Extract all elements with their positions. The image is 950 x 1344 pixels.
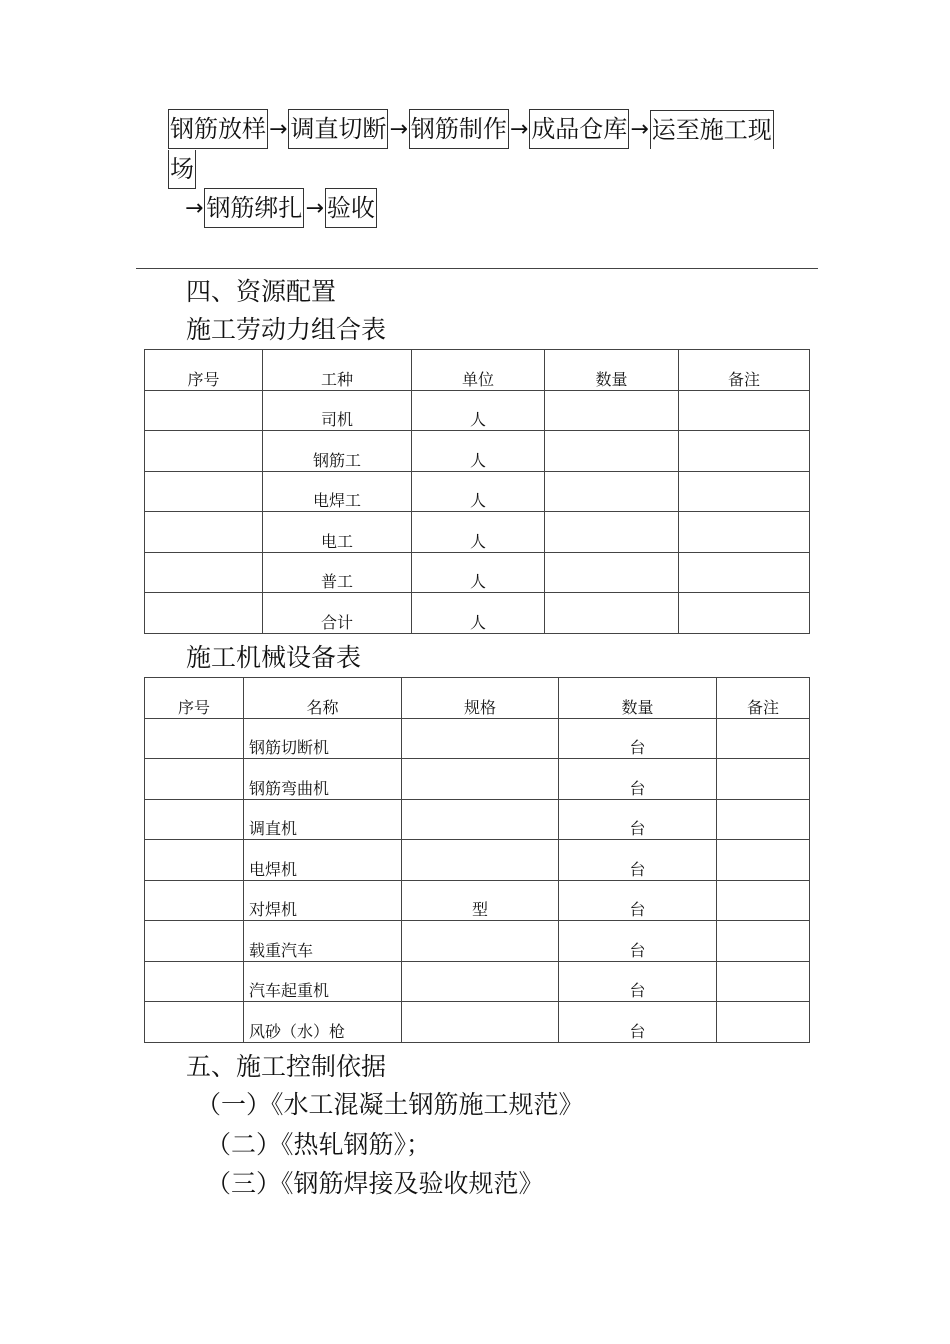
table-row: [145, 390, 810, 431]
cell: [402, 921, 559, 962]
cell: 人: [412, 390, 545, 431]
table-row: [145, 799, 810, 840]
table-row: [145, 431, 810, 472]
cell: 合计: [263, 593, 412, 634]
cell: [145, 431, 263, 472]
header-cell: 备注: [717, 678, 810, 719]
labor-table-title: 施工劳动力组合表: [186, 315, 387, 344]
cell: 对焊机: [244, 880, 402, 921]
arrow-icon: →: [509, 116, 529, 142]
cell: [402, 961, 559, 1002]
cell: 台: [559, 921, 717, 962]
flow-step: 验收: [325, 188, 377, 228]
cell: 汽车起重机: [244, 961, 402, 1002]
cell: 台: [559, 799, 717, 840]
cell: 电焊机: [244, 840, 402, 881]
cell: 台: [559, 880, 717, 921]
cell: 台: [559, 718, 717, 759]
cell: [545, 431, 679, 472]
cell: [679, 431, 810, 472]
cell: [717, 880, 810, 921]
cell: [545, 512, 679, 553]
header-cell: 数量: [545, 350, 679, 391]
table-row: [145, 961, 810, 1002]
cell: [717, 759, 810, 800]
table-row: [145, 880, 810, 921]
cell: 风砂（水）枪: [244, 1002, 402, 1043]
cell: 人: [412, 552, 545, 593]
table-row: [145, 921, 810, 962]
table-row: [145, 471, 810, 512]
arrow-icon: →: [630, 116, 649, 142]
cell: [545, 471, 679, 512]
header-cell: 单位: [412, 350, 545, 391]
cell: 台: [559, 840, 717, 881]
cell: [545, 390, 679, 431]
flow-step: 钢筋放样: [168, 109, 268, 149]
flow-row-3: [184, 188, 377, 228]
arrow-icon: →: [389, 116, 408, 142]
cell: [402, 1002, 559, 1043]
header-cell: 备注: [679, 350, 810, 391]
table-row: [145, 1002, 810, 1043]
cell: [679, 471, 810, 512]
cell: [402, 840, 559, 881]
table-row: [145, 512, 810, 553]
cell: [145, 593, 263, 634]
cell: 型: [402, 880, 559, 921]
flow-step: 钢筋绑扎: [204, 188, 304, 228]
table-row: [145, 552, 810, 593]
cell: 台: [559, 1002, 717, 1043]
table-header-row: [145, 678, 810, 719]
header-cell: 工种: [263, 350, 412, 391]
flow-step: 运至施工现: [650, 110, 774, 149]
table-header-row: [145, 350, 810, 391]
table-row: [145, 593, 810, 634]
cell: [402, 759, 559, 800]
cell: [145, 921, 244, 962]
cell: 钢筋切断机: [244, 718, 402, 759]
labor-table: [144, 349, 810, 634]
cell: 调直机: [244, 799, 402, 840]
cell: [145, 390, 263, 431]
flow-row-1: [168, 109, 774, 149]
header-cell: 数量: [559, 678, 717, 719]
cell: 人: [412, 512, 545, 553]
header-cell: 序号: [145, 350, 263, 391]
cell: [717, 921, 810, 962]
cell: 台: [559, 961, 717, 1002]
flow-step: 钢筋制作: [409, 109, 509, 149]
cell: [402, 718, 559, 759]
table-row: [145, 840, 810, 881]
cell: [679, 593, 810, 634]
cell: 载重汽车: [244, 921, 402, 962]
cell: [717, 961, 810, 1002]
cell: [145, 880, 244, 921]
section-heading-five: 五、施工控制依据: [186, 1052, 387, 1081]
cell: 人: [412, 431, 545, 472]
cell: 司机: [263, 390, 412, 431]
header-cell: 序号: [145, 678, 244, 719]
cell: 普工: [263, 552, 412, 593]
cell: [679, 552, 810, 593]
cell: [545, 552, 679, 593]
section-heading-four: 四、资源配置: [186, 277, 337, 306]
arrow-icon: →: [185, 195, 204, 221]
cell: [145, 718, 244, 759]
cell: [145, 759, 244, 800]
reference-item: （三）《钢筋焊接及验收规范》: [206, 1169, 544, 1198]
cell: [145, 512, 263, 553]
reference-item: （一）《水工混凝土钢筋施工规范》: [196, 1090, 584, 1119]
header-cell: 规格: [402, 678, 559, 719]
cell: [145, 961, 244, 1002]
cell: 电工: [263, 512, 412, 553]
flow-step: 成品仓库: [529, 109, 629, 149]
flow-step: 调直切断: [288, 109, 388, 149]
equip-table-title: 施工机械设备表: [186, 643, 362, 672]
cell: [145, 840, 244, 881]
cell: 电焊工: [263, 471, 412, 512]
cell: 人: [412, 593, 545, 634]
cell: [545, 593, 679, 634]
cell: [679, 390, 810, 431]
table-row: [145, 759, 810, 800]
arrow-icon: →: [305, 195, 324, 221]
header-cell: 名称: [244, 678, 402, 719]
cell: [145, 799, 244, 840]
divider: [136, 268, 818, 269]
flow-row-2: [168, 150, 196, 189]
cell: 人: [412, 471, 545, 512]
cell: 钢筋工: [263, 431, 412, 472]
cell: 钢筋弯曲机: [244, 759, 402, 800]
cell: [717, 799, 810, 840]
cell: [717, 718, 810, 759]
table-row: [145, 718, 810, 759]
cell: [145, 552, 263, 593]
arrow-icon: →: [269, 116, 288, 142]
cell: [717, 840, 810, 881]
cell: 台: [559, 759, 717, 800]
cell: [679, 512, 810, 553]
equipment-table: [144, 677, 810, 1043]
cell: [145, 471, 263, 512]
reference-item: （二）《热轧钢筋》；: [206, 1130, 432, 1159]
cell: [402, 799, 559, 840]
cell: [145, 1002, 244, 1043]
cell: [717, 1002, 810, 1043]
flow-step-tail: 场: [168, 150, 196, 189]
